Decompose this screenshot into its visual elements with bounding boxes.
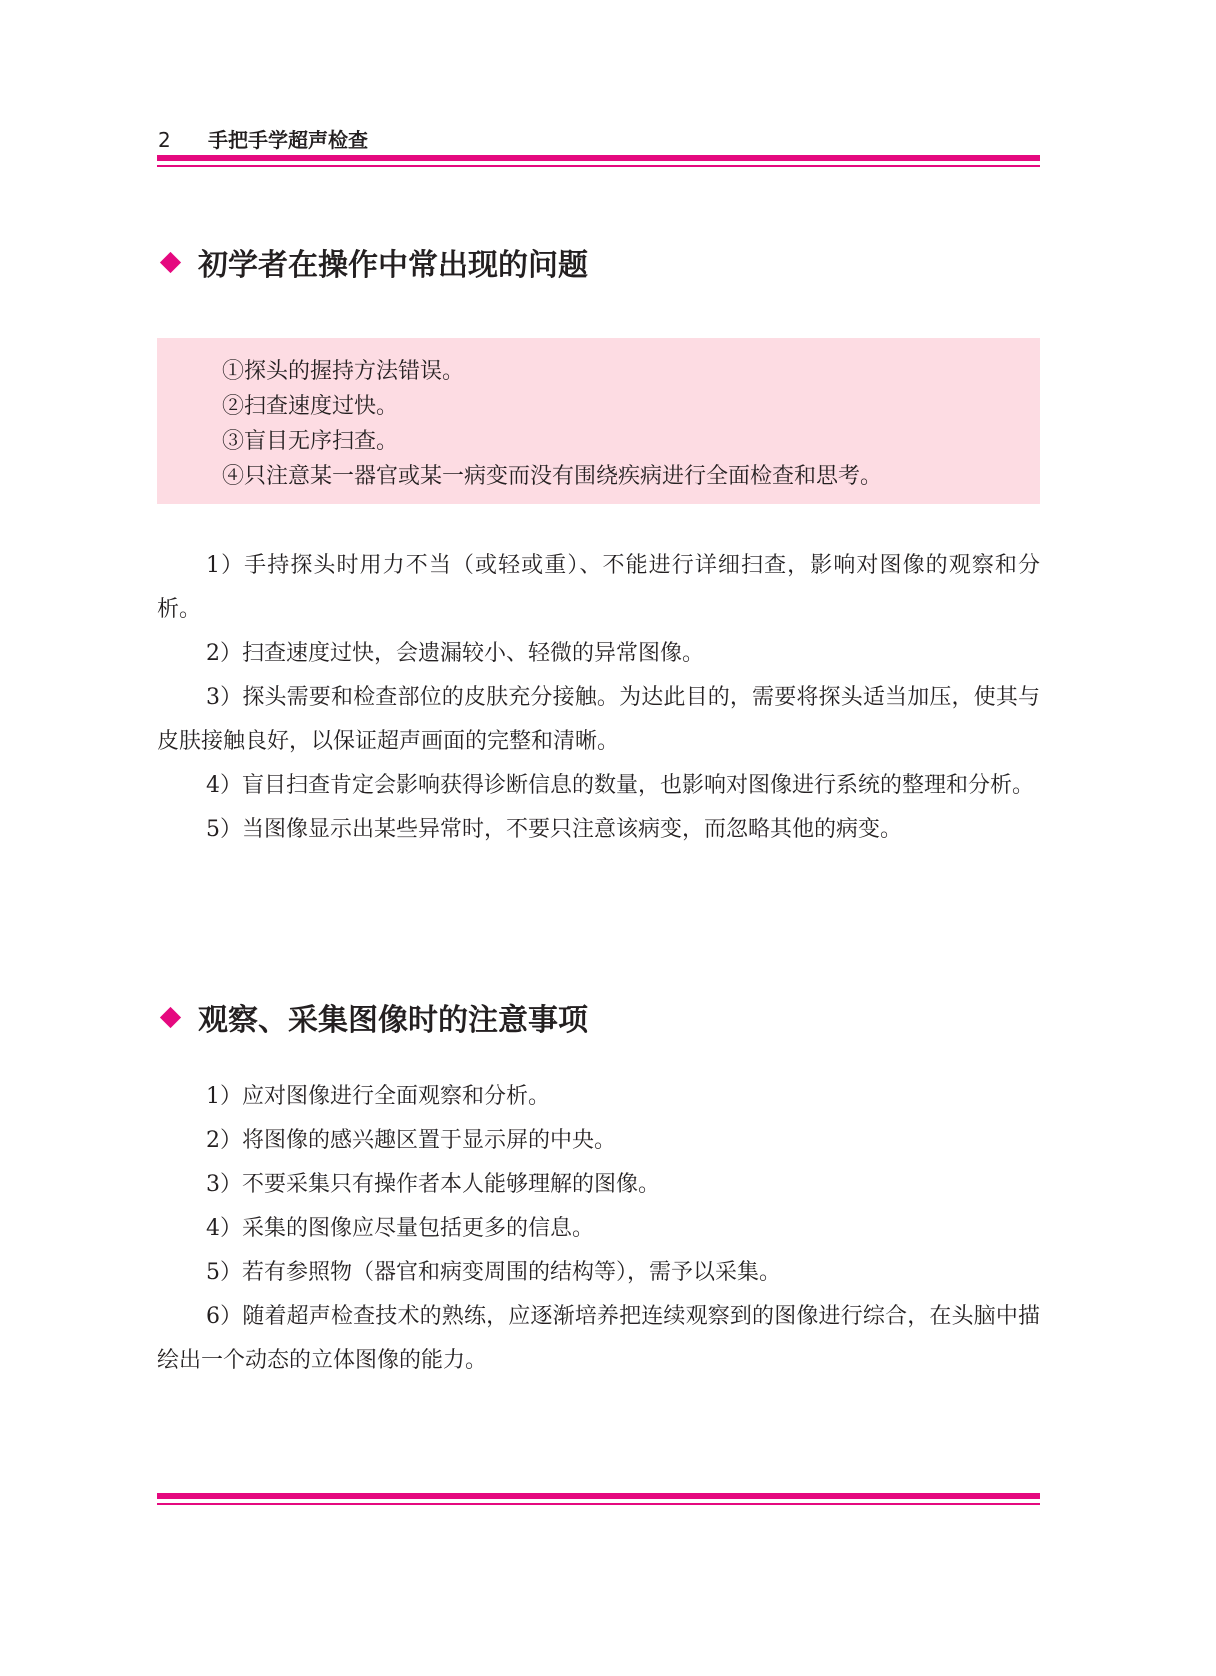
paragraph: 5）当图像显示出某些异常时，不要只注意该病变，而忽略其他的病变。 (206, 817, 902, 842)
paragraph: 6）随着超声检查技术的熟练，应逐渐培养把连续观察到的图像进行综合，在头脑中描绘出一个动态的立体图像的能力。 (157, 1304, 1040, 1373)
paragraph: 2）将图像的感兴趣区置于显示屏的中央。 (206, 1128, 616, 1153)
page-number: 2 (158, 128, 171, 152)
paragraph: 1）应对图像进行全面观察和分析。 (206, 1084, 550, 1109)
box-item: ④只注意某一器官或某一病变而没有围绕疾病进行全面检查和思考。 (222, 464, 883, 489)
paragraph: 1）手持探头时用力不当（或轻或重）、不能进行详细扫查，影响对图像的观察和分析。 (157, 553, 1040, 622)
problem-summary-box (157, 338, 1040, 504)
book-title: 手把手学超声检查 (208, 128, 368, 152)
footer-rule-thick (157, 1493, 1040, 1499)
box-item: ②扫查速度过快。 (222, 394, 399, 419)
paragraph: 3）不要采集只有操作者本人能够理解的图像。 (206, 1172, 660, 1197)
paragraph: 2）扫查速度过快，会遗漏较小、轻微的异常图像。 (206, 641, 704, 666)
section-title-text: 观察、采集图像时的注意事项 (198, 1003, 588, 1038)
paragraph: 5）若有参照物（器官和病变周围的结构等），需予以采集。 (206, 1260, 781, 1285)
section-title-text: 初学者在操作中常出现的问题 (198, 248, 588, 283)
header-rule-thin (157, 165, 1040, 167)
paragraph: 4）盲目扫查肯定会影响获得诊断信息的数量，也影响对图像进行系统的整理和分析。 (206, 773, 1034, 798)
footer-rule-thin (157, 1503, 1040, 1505)
diamond-bullet-icon (160, 251, 181, 272)
running-header (158, 124, 368, 153)
paragraph: 4）采集的图像应尽量包括更多的信息。 (206, 1216, 594, 1241)
header-rule-thick (157, 155, 1040, 161)
box-item: ③盲目无序扫查。 (222, 429, 399, 454)
diamond-bullet-icon (160, 1006, 181, 1027)
section-heading-1 (157, 240, 588, 284)
section2-body (157, 1075, 1040, 1383)
section-heading-2 (157, 995, 588, 1039)
paragraph: 3）探头需要和检查部位的皮肤充分接触。为达此目的，需要将探头适当加压，使其与皮肤接触良好，以保证超声画面的完整和清晰。 (157, 685, 1040, 754)
section1-body (157, 544, 1040, 852)
box-item: ①探头的握持方法错误。 (222, 359, 465, 384)
